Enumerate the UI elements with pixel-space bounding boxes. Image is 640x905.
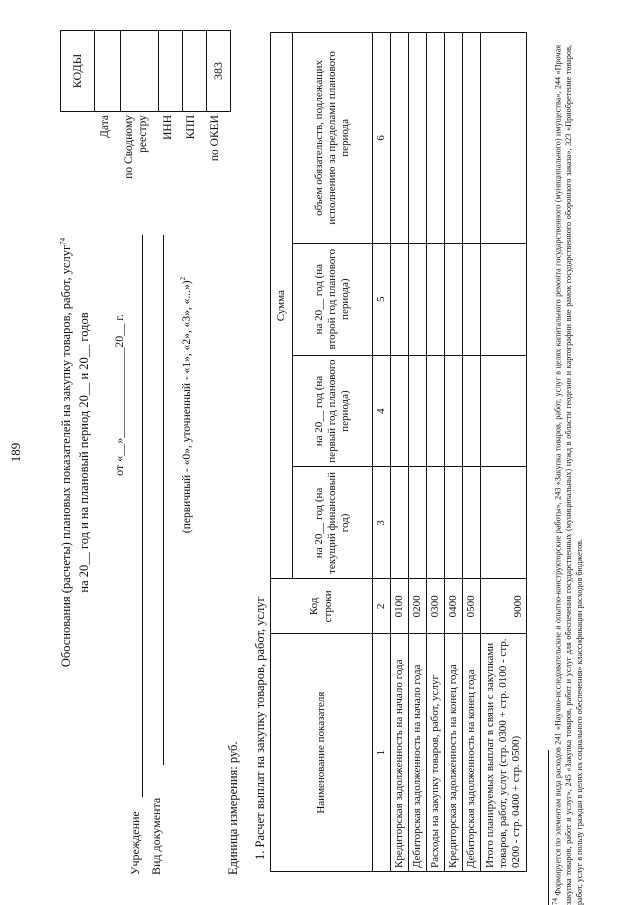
row-code: 9000 bbox=[481, 579, 527, 634]
row-value-cell[interactable] bbox=[391, 355, 409, 467]
row-value-cell[interactable] bbox=[427, 243, 445, 355]
row-value-cell[interactable] bbox=[409, 33, 427, 244]
footnote bbox=[551, 45, 586, 905]
row-value-cell[interactable] bbox=[481, 355, 527, 467]
row-value-cell[interactable] bbox=[445, 355, 463, 467]
code-kpp[interactable] bbox=[183, 31, 207, 112]
table-row bbox=[427, 33, 445, 872]
row-code: 0500 bbox=[463, 579, 481, 634]
footnote-divider bbox=[548, 750, 549, 905]
header-year-current: на 20__ год (на текущий финансовый год) bbox=[293, 467, 373, 579]
row-value-cell[interactable] bbox=[445, 243, 463, 355]
row-value-cell[interactable] bbox=[391, 467, 409, 579]
row-value-cell[interactable] bbox=[427, 467, 445, 579]
form-title bbox=[59, 0, 74, 905]
doc-type-hint-ref: 2 bbox=[179, 276, 187, 281]
code-inn[interactable] bbox=[159, 31, 183, 112]
table-row bbox=[445, 33, 463, 872]
title-footnote-ref: 74 bbox=[59, 237, 67, 245]
footnote-ref: 74 bbox=[551, 898, 559, 905]
row-name: Дебиторская задолженность на начало года bbox=[409, 634, 427, 872]
row-value-cell[interactable] bbox=[463, 355, 481, 467]
header-sum: Сумма bbox=[271, 33, 293, 579]
row-value-cell[interactable] bbox=[427, 33, 445, 244]
row-name: Кредиторская задолженность на конец года bbox=[445, 634, 463, 872]
row-value-cell[interactable] bbox=[391, 243, 409, 355]
row-code: 0400 bbox=[445, 579, 463, 634]
codes-label-registry: по Сводному реестру bbox=[123, 115, 149, 179]
unit-label: Единица измерения: руб. bbox=[226, 741, 240, 875]
row-code: 0200 bbox=[409, 579, 427, 634]
row-name: Дебиторская задолженность на конец года bbox=[463, 634, 481, 872]
row-value-cell[interactable] bbox=[481, 33, 527, 244]
header-indicator-name: Наименование показателя bbox=[271, 634, 373, 872]
row-name: Кредиторская задолженность на начало года bbox=[391, 634, 409, 872]
row-value-cell[interactable] bbox=[463, 33, 481, 244]
row-value-cell[interactable] bbox=[481, 243, 527, 355]
doc-type-label: Вид документа bbox=[149, 797, 163, 875]
codes-header: КОДЫ bbox=[61, 31, 95, 112]
row-code: 0300 bbox=[427, 579, 445, 634]
column-number: 1 bbox=[373, 634, 391, 872]
column-number: 5 bbox=[373, 243, 391, 355]
form-title-text: Обоснования (расчеты) плановых показателей на закупку товаров, работ, услуг bbox=[59, 244, 74, 668]
codes-label-inn: ИНН bbox=[162, 115, 174, 140]
row-value-cell[interactable] bbox=[445, 467, 463, 579]
header-year-first: на 20__ год (на первый год планового периода) bbox=[293, 355, 373, 467]
calculation-table bbox=[270, 32, 527, 872]
row-name: Итого планируемых выплат в связи с закупками товаров, работ, услуг (стр. 0300 + стр. 0100 - стр. 0200 - стр. 0400 + стр. 0500) bbox=[481, 634, 527, 872]
doc-type-field[interactable] bbox=[163, 235, 164, 765]
codes-label-okei: по ОКЕИ bbox=[209, 115, 221, 162]
footnote-text: Формируется по элементам вида расходов 241 «Научно-исследовательские и опытно-конструкторские работы», 243 «Закупка товаров, работ, услуг в целях капитального ремонта государственного (муниципального) имущества», 244 «Прочая закупка товаров, работ и услуг», 245 «Закупка товаров, работ и услуг для обеспечения государственных (муниципальных) нужд в области геодезии и картографии вне рамок государственного оборонного заказа», 323 «Приобретение товаров, работ, услуг в пользу граждан в целях их социального обеспечения» классификации расходов бюджетов. bbox=[553, 44, 585, 905]
table-row bbox=[409, 33, 427, 872]
header-row-code: Код строки bbox=[271, 579, 373, 634]
row-value-cell[interactable] bbox=[409, 467, 427, 579]
row-code: 0100 bbox=[391, 579, 409, 634]
row-value-cell[interactable] bbox=[409, 355, 427, 467]
institution-label: Учреждение bbox=[128, 811, 142, 875]
date-line: от «__»_______________20__ г. bbox=[112, 314, 126, 476]
column-number: 3 bbox=[373, 467, 391, 579]
codes-label-kpp: КПП bbox=[185, 115, 197, 140]
column-number: 2 bbox=[373, 579, 391, 634]
column-number: 4 bbox=[373, 355, 391, 467]
header-beyond-period: объем обязательств, подлежащих исполнению за пределами планового периода bbox=[293, 33, 373, 244]
institution-field[interactable] bbox=[142, 235, 143, 797]
code-date[interactable] bbox=[95, 31, 121, 112]
column-number: 6 bbox=[373, 33, 391, 244]
row-value-cell[interactable] bbox=[481, 467, 527, 579]
doc-type-hint bbox=[179, 155, 193, 655]
code-registry[interactable] bbox=[121, 31, 159, 112]
row-name: Расходы на закупку товаров, работ, услуг bbox=[427, 634, 445, 872]
section-title: 1. Расчет выплат на закупку товаров, работ, услуг bbox=[253, 596, 267, 860]
doc-type-hint-text: (первичный - «0», уточненный - «1», «2», «3», «...») bbox=[180, 280, 193, 534]
table-row bbox=[391, 33, 409, 872]
row-value-cell[interactable] bbox=[427, 355, 445, 467]
form-period: на 20__ год и на плановый период 20__ и 20__ годов bbox=[77, 312, 91, 593]
column-number-row bbox=[373, 33, 391, 872]
row-value-cell[interactable] bbox=[445, 33, 463, 244]
row-value-cell[interactable] bbox=[409, 243, 427, 355]
row-value-cell[interactable] bbox=[463, 243, 481, 355]
table-row-total bbox=[481, 33, 527, 872]
codes-table bbox=[60, 30, 231, 112]
page-number: 189 bbox=[8, 442, 23, 463]
codes-label-date: Дата bbox=[99, 115, 111, 138]
code-okei: 383 bbox=[207, 31, 231, 112]
row-value-cell[interactable] bbox=[463, 467, 481, 579]
row-value-cell[interactable] bbox=[391, 33, 409, 244]
table-row bbox=[463, 33, 481, 872]
header-year-second: на 20__ год (на второй год планового периода) bbox=[293, 243, 373, 355]
